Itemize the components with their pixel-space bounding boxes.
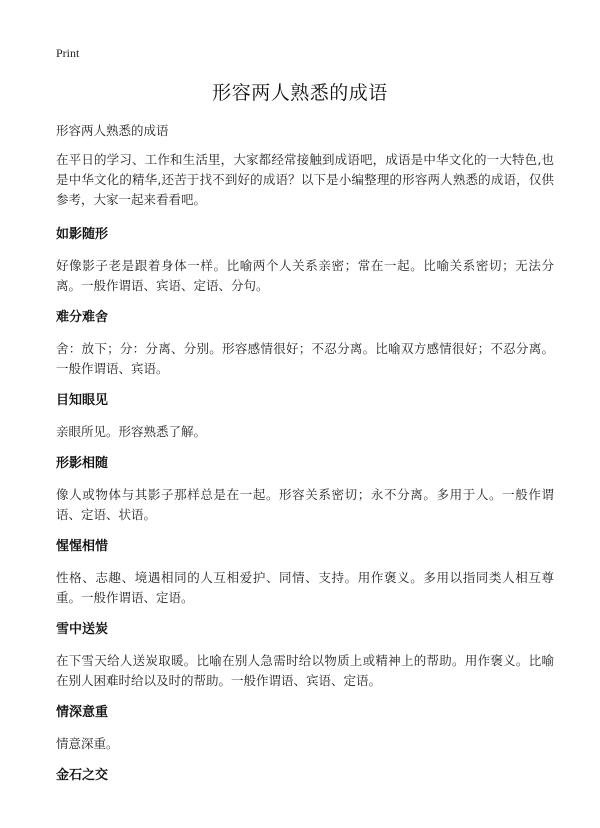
idiom-heading: 如影随形 (56, 227, 109, 242)
idiom-heading: 惺惺相惜 (56, 539, 109, 554)
idiom-description: 亲眼所见。形容熟悉了解。 (56, 424, 207, 439)
idiom-entry (56, 309, 554, 379)
idiom-heading: 目知眼见 (56, 393, 109, 408)
intro-paragraph: 在平日的学习、工作和生活里，大家都经常接触到成语吧，成语是中华文化的一大特色,也是中华文化的精华,还苦于找不到好的成语？以下是小编整理的形容两人熟悉的成语，仅供参考，大家一起来看看吧。 (56, 152, 554, 207)
idiom-entry (56, 767, 554, 784)
idiom-heading: 金石之交 (56, 768, 109, 783)
idiom-entry (56, 538, 554, 608)
idiom-heading: 雪中送炭 (56, 622, 109, 637)
idiom-description: 像人或物体与其影子那样总是在一起。形容关系密切；永不分离。多用于人。一般作谓语、定语、状语。 (56, 487, 554, 522)
idiom-heading: 形影相随 (56, 456, 109, 471)
idiom-heading: 难分难舍 (56, 310, 109, 325)
idiom-description: 舍：放下；分：分离、分别。形容感情很好；不忍分离。比喻双方感情很好；不忍分离。一般作谓语、宾语。 (56, 341, 554, 376)
print-link[interactable]: Print (56, 46, 80, 60)
idiom-description: 情意深重。 (56, 736, 119, 751)
idiom-entry (56, 704, 554, 754)
idiom-heading: 情深意重 (56, 705, 109, 720)
idiom-entry (56, 621, 554, 691)
idiom-entry (56, 226, 554, 296)
page-subtitle: 形容两人熟悉的成语 (56, 123, 169, 138)
idiom-description: 好像影子老是跟着身体一样。比喻两个人关系亲密；常在一起。比喻关系密切；无法分离。一般作谓语、宾语、定语、分句。 (56, 258, 554, 293)
page-title: 形容两人熟悉的成语 (212, 82, 388, 104)
idiom-description: 性格、志趣、境遇相同的人互相爱护、同情、支持。用作褒义。多用以指同类人相互尊重。一般作谓语、定语。 (56, 570, 554, 605)
article-body (56, 150, 554, 797)
idiom-description: 在下雪天给人送炭取暖。比喻在别人急需时给以物质上或精神上的帮助。用作褒义。比喻在别人困难时给以及时的帮助。一般作谓语、宾语、定语。 (56, 653, 554, 688)
idiom-entry (56, 455, 554, 525)
idiom-entry (56, 392, 554, 442)
